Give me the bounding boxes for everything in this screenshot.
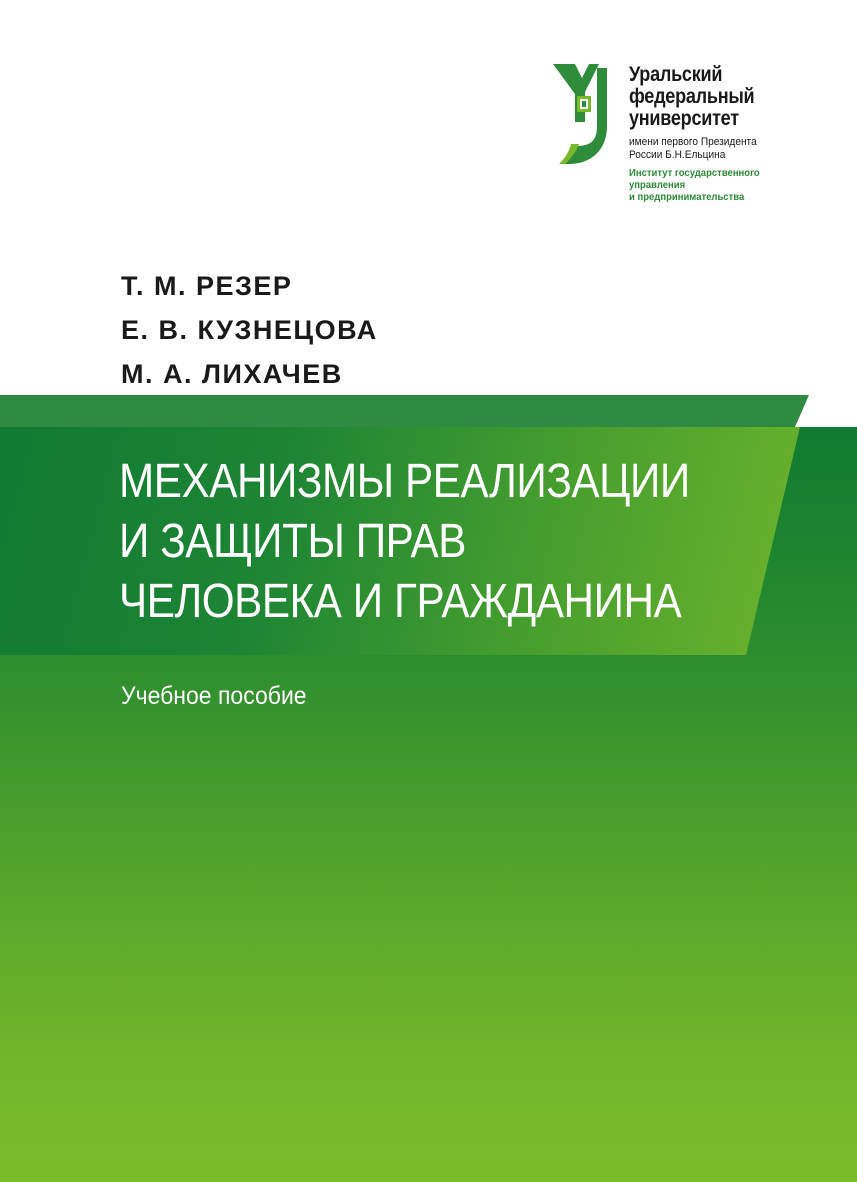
author-name: М. А. ЛИХАЧЕВ — [121, 359, 343, 389]
university-name-line: федеральный — [629, 85, 755, 108]
book-subtitle: Учебное пособие — [121, 682, 307, 710]
author-name: Т. М. РЕЗЕР — [121, 271, 293, 301]
institute-name-line: Институт государственного — [629, 168, 760, 179]
university-name — [629, 64, 829, 130]
institute-name-line: управления — [629, 180, 686, 191]
university-name-line: Уральский — [629, 63, 723, 86]
institute-name-line: и предпринимательства — [629, 192, 745, 203]
authors-list — [121, 264, 378, 396]
author-name: Е. В. КУЗНЕЦОВА — [121, 315, 378, 345]
institute-name — [629, 168, 767, 204]
book-title-line: И ЗАЩИТЫ ПРАВ — [119, 515, 467, 568]
book-title-line: ЧЕЛОВЕКА И ГРАЖДАНИНА — [119, 575, 682, 628]
university-subtitle-line: имени первого Президента — [629, 136, 757, 148]
book-title — [119, 452, 768, 632]
decorative-band — [0, 395, 809, 427]
university-subtitle-line: России Б.Н.Ельцина — [629, 149, 726, 161]
urfu-logo-icon — [553, 64, 611, 164]
university-subtitle — [629, 136, 768, 162]
university-name-line: университет — [629, 107, 739, 130]
book-title-line: МЕХАНИЗМЫ РЕАЛИЗАЦИИ — [119, 455, 690, 508]
